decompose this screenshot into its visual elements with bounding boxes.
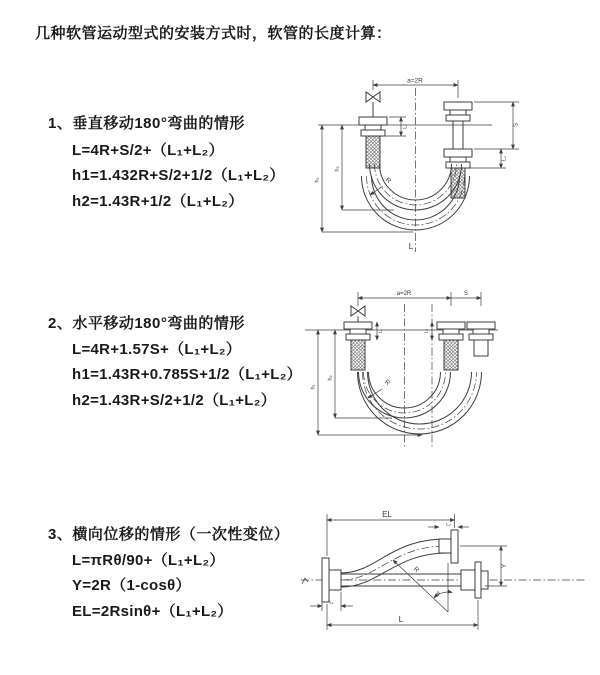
- diagram-horizontal-bend: [280, 280, 585, 455]
- dim-label-h1: h₁: [310, 384, 317, 390]
- hose-curve-shifted: [358, 372, 482, 434]
- dim-label-s: S: [513, 122, 520, 128]
- page-title: 几种软管运动型式的安装方式时，软管的长度计算：: [35, 25, 392, 42]
- radius-leader: [368, 389, 382, 398]
- valve-icon: [366, 92, 380, 117]
- diagram-lateral-displacement: [295, 500, 595, 650]
- section-3-heading: 3、横向位移的情形（一次性变位）: [48, 526, 290, 543]
- section-1-formula-h1: h1=1.432R+S/2+1/2（L₁+L₂）: [72, 167, 285, 184]
- radius-leader: [370, 186, 383, 195]
- dim-label-y: Y: [501, 563, 508, 569]
- right-hose-fitting-shifted: [467, 322, 495, 356]
- dim-label-l: L: [408, 241, 414, 251]
- braid-section: [366, 136, 380, 168]
- right-hose-fitting-upper: [444, 102, 472, 149]
- dim-label-s: S: [463, 291, 469, 297]
- braid-section: [351, 340, 365, 370]
- section-2-heading: 2、水平移动180°弯曲的情形: [48, 315, 245, 332]
- dim-label-l2: L₂: [501, 156, 508, 161]
- dim-label-el: EL: [382, 510, 392, 519]
- braid-section: [444, 340, 458, 370]
- section-2-formula-h2: h2=1.43R+S/2+1/2（L₁+L₂）: [72, 392, 277, 409]
- dim-label-l2: L₂: [424, 328, 430, 334]
- section-3-formula-L: L=πRθ/90+（L₁+L₂）: [72, 552, 225, 569]
- section-2-formula-L: L=4R+1.57S+（L₁+L₂）: [72, 341, 242, 358]
- dim-label-l: L: [398, 614, 404, 624]
- axis-break-mark: [302, 578, 308, 584]
- left-hose-fitting: [344, 322, 372, 370]
- section-1-formula-h2: h2=1.43R+1/2（L₁+L₂）: [72, 193, 244, 210]
- middle-hose-fitting: [437, 322, 465, 370]
- dim-label-h2: h₂: [327, 375, 334, 381]
- dim-label-r: R: [382, 378, 392, 388]
- left-flange: [322, 558, 341, 602]
- dim-label-r: R: [383, 176, 393, 186]
- section-3-formula-EL: EL=2Rsinθ+（L₁+L₂）: [72, 603, 233, 620]
- dim-label-h2: h₂: [334, 166, 341, 172]
- section-1-formula-L: L=4R+S/2+（L₁+L₂）: [72, 142, 224, 159]
- valve-icon: [351, 306, 365, 322]
- right-flange-original: [461, 562, 488, 598]
- dim-label-a2r: a=2R: [407, 77, 423, 85]
- hose-curve-position-a: [370, 164, 462, 210]
- dim-label-l1: L₁: [329, 600, 334, 606]
- upper-flange-displaced: [439, 530, 458, 563]
- dim-label-l1: L₁: [378, 328, 384, 334]
- dim-label-r: R: [411, 565, 421, 575]
- diagram-vertical-bend: [280, 68, 570, 258]
- dim-label-l2: L₂: [446, 522, 451, 528]
- dim-label-theta: θ: [436, 592, 440, 598]
- dim-label-l1: L₁: [402, 124, 409, 129]
- dim-label-h1: h₁: [314, 177, 321, 183]
- section-2-formula-h1: h1=1.43R+0.785S+1/2（L₁+L₂）: [72, 366, 302, 383]
- left-hose-fitting: [359, 117, 387, 168]
- section-1-heading: 1、垂直移动180°弯曲的情形: [48, 115, 245, 132]
- section-3-formula-Y: Y=2R（1-cosθ）: [72, 577, 191, 594]
- dim-label-a2r: a=2R: [396, 291, 412, 297]
